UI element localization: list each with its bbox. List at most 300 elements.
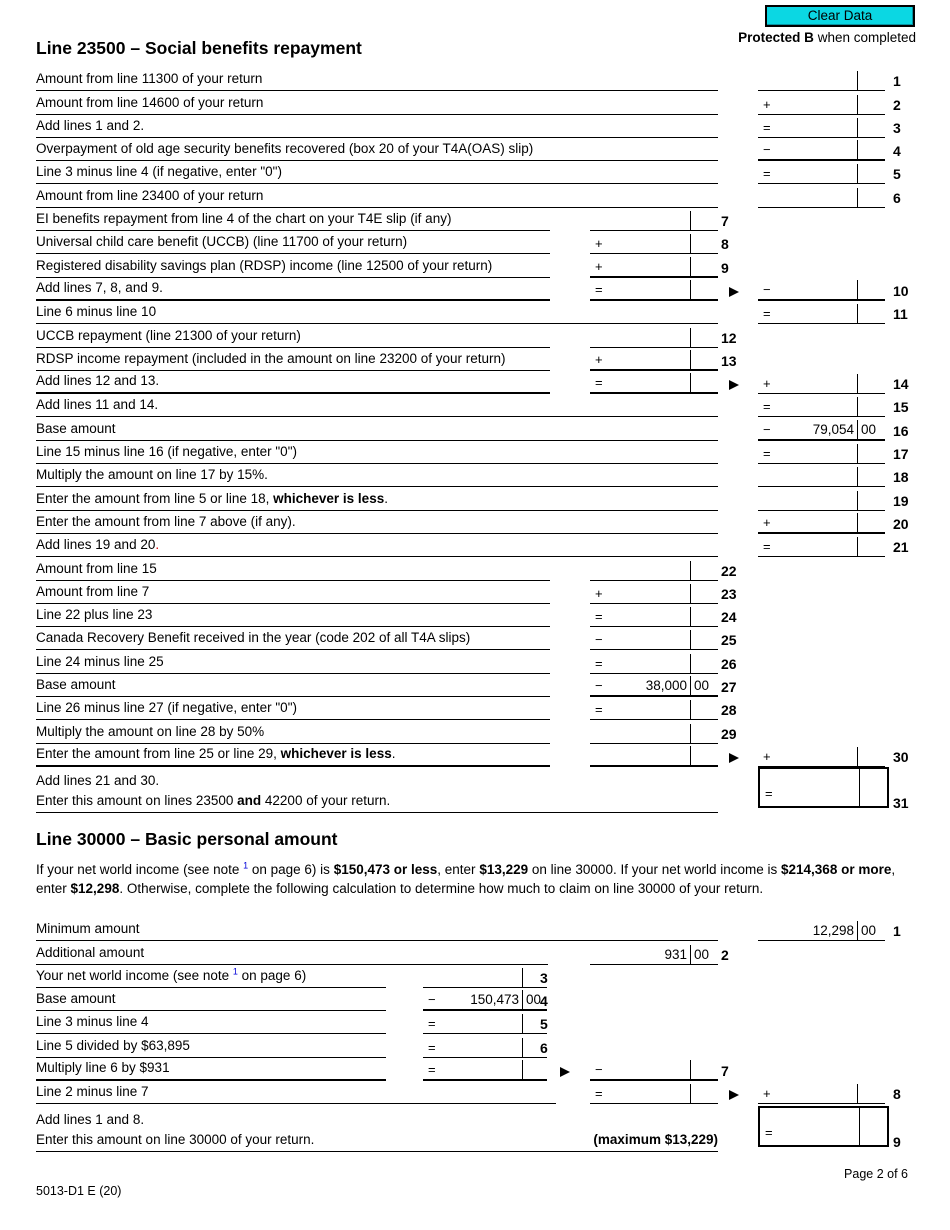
cents-divider	[857, 420, 858, 439]
amount-cents: 00	[861, 421, 877, 437]
amount-field[interactable]	[590, 652, 718, 674]
row-label-text	[36, 327, 550, 347]
operator: =	[763, 539, 771, 555]
cents-divider	[857, 537, 858, 556]
amount-field[interactable]	[758, 511, 885, 534]
text-segment: Enter this amount on line 30000 of your return.	[36, 1132, 315, 1148]
amount-field[interactable]	[590, 722, 718, 744]
row-label-text	[36, 70, 718, 90]
amount-field[interactable]	[590, 1058, 718, 1081]
calc-row	[0, 511, 950, 534]
amount-field[interactable]	[590, 209, 718, 231]
line-number: 8	[893, 1086, 901, 1103]
text-segment: Line 3 minus line 4 (if negative, enter "0")	[36, 164, 282, 180]
cents-divider	[857, 397, 858, 416]
calc-row	[0, 254, 950, 277]
text-segment: Add lines 7, 8, and 9.	[36, 279, 163, 295]
calc-row	[0, 1011, 950, 1034]
calc-row	[0, 1104, 950, 1152]
amount-field[interactable]	[590, 628, 718, 650]
calc-row	[0, 91, 950, 114]
row-label	[36, 420, 718, 441]
amount-field[interactable]	[758, 162, 885, 184]
row-label-text	[36, 990, 386, 1010]
calc-row	[0, 348, 950, 371]
row-label-text	[36, 699, 550, 719]
line-number: 31	[893, 794, 909, 811]
row-label	[36, 990, 386, 1011]
text-segment: Amount from line 15	[36, 560, 157, 576]
amount-field[interactable]	[758, 278, 885, 301]
calc-row	[0, 441, 950, 464]
line-number: 17	[893, 446, 909, 463]
text-segment: $150,473 or less	[333, 862, 438, 877]
amount-field[interactable]	[758, 919, 885, 941]
text-segment: whichever is less	[280, 745, 392, 761]
operator: =	[763, 306, 771, 322]
operator: =	[595, 281, 603, 297]
cents-divider	[690, 257, 691, 276]
calc-row	[0, 68, 950, 91]
row-label-text	[36, 233, 550, 253]
row-label	[36, 745, 550, 767]
line-number: 3	[893, 119, 901, 136]
text-segment: $13,229	[479, 862, 529, 877]
amount-field[interactable]	[423, 966, 547, 988]
amount-cents: 00	[861, 923, 877, 939]
text-segment: Enter the amount from line 5 or line 18,	[36, 490, 274, 506]
row-label	[36, 513, 718, 534]
cents-divider	[690, 561, 691, 580]
carry-arrow-icon	[729, 287, 739, 297]
cents-divider	[690, 234, 691, 253]
calc-row	[0, 674, 950, 697]
text-segment: Amount from line 7	[36, 583, 150, 599]
amount-field[interactable]	[758, 93, 885, 115]
cents-divider	[522, 1014, 523, 1033]
amount-field[interactable]	[423, 1036, 547, 1058]
text-segment: and	[237, 792, 262, 808]
line-number: 12	[721, 329, 737, 346]
cents-divider	[690, 1084, 691, 1103]
cents-divider	[857, 491, 858, 510]
cents-divider	[690, 676, 691, 695]
cents-divider	[690, 328, 691, 347]
row-label-text	[36, 772, 718, 792]
text-segment: Line 3 minus line 4	[36, 1014, 149, 1030]
amount-field[interactable]	[590, 674, 718, 697]
text-segment: Add lines 11 and 14.	[36, 397, 159, 413]
text-segment: Minimum amount	[36, 921, 140, 937]
line-number: 23	[721, 585, 737, 602]
cents-divider	[690, 373, 691, 392]
protected-b-rest: when completed	[813, 30, 916, 45]
operator: −	[595, 1062, 603, 1078]
text-segment: Add lines 12 and 13.	[36, 373, 160, 389]
section-line-30000-intro	[36, 860, 918, 898]
row-label	[36, 583, 550, 604]
amount-dollars: 38,000	[645, 678, 687, 694]
line-number: 8	[721, 236, 729, 253]
row-label	[36, 1013, 386, 1034]
calc-row	[0, 115, 950, 138]
amount-field[interactable]	[758, 489, 885, 511]
amount-field[interactable]	[758, 442, 885, 464]
calc-row	[0, 581, 950, 604]
amount-field[interactable]	[590, 582, 718, 604]
cents-divider	[690, 724, 691, 743]
row-label	[36, 279, 550, 301]
row-label	[36, 372, 550, 394]
cents-divider	[857, 95, 858, 114]
text-segment: $12,298	[70, 881, 120, 896]
text-segment: Enter the amount from line 25 or line 29,	[36, 745, 281, 761]
line-number: 5	[540, 1016, 548, 1033]
text-segment: .	[391, 745, 396, 761]
calc-row	[0, 918, 950, 941]
row-label	[36, 187, 718, 208]
calc-row	[0, 767, 950, 813]
text-segment: on page 6) is	[248, 862, 334, 877]
text-segment: Line 24 minus line 25	[36, 653, 164, 669]
text-segment: Amount from line 23400 of your return	[36, 187, 264, 203]
amount-field[interactable]	[758, 372, 885, 394]
calc-row	[0, 534, 950, 557]
operator: =	[595, 375, 603, 391]
line-number: 9	[893, 1134, 901, 1151]
operator: +	[595, 585, 603, 601]
row-label-text	[36, 583, 550, 603]
row-label	[36, 70, 718, 91]
row-label	[36, 490, 718, 511]
amount-field[interactable]	[590, 278, 718, 301]
section-title-line-30000: Line 30000 – Basic personal amount	[36, 829, 338, 849]
amount-field[interactable]	[758, 69, 885, 91]
note-reference[interactable]: 1	[232, 966, 238, 977]
amount-cents: 00	[694, 946, 710, 962]
amount-field[interactable]	[590, 1082, 718, 1104]
amount-field[interactable]	[423, 1058, 547, 1081]
row-label-text	[36, 94, 718, 114]
text-segment: Line 15 minus line 16 (if negative, enter "0")	[36, 444, 297, 460]
carry-arrow-icon	[729, 1090, 739, 1100]
line-number: 9	[721, 259, 729, 276]
text-segment: .	[384, 490, 388, 506]
calc-row	[0, 464, 950, 487]
row-label	[36, 629, 550, 650]
operator: =	[595, 655, 603, 671]
text-segment: Line 22 plus line 23	[36, 607, 153, 623]
row-label-text	[36, 1111, 718, 1131]
row-label-text	[36, 466, 718, 486]
text-segment: , enter	[437, 862, 480, 877]
amount-field[interactable]	[590, 371, 718, 394]
result-box-field[interactable]	[758, 1106, 889, 1147]
line-number: 1	[893, 73, 901, 90]
line-number: 5	[893, 166, 901, 183]
text-segment: on line 30000. If your net world income is	[528, 862, 782, 877]
text-segment: . Otherwise, complete the following calculation to determine how much to claim on line 30000 of your return.	[119, 881, 764, 896]
cents-divider	[522, 968, 523, 987]
line-number: 15	[893, 399, 909, 416]
carry-arrow-icon	[729, 753, 739, 763]
line-number: 7	[721, 213, 729, 230]
text-segment: Additional amount	[36, 944, 145, 960]
text-segment: EI benefits repayment from line 4 of the chart on your T4E slip (if any)	[36, 211, 452, 227]
amount-field[interactable]	[758, 418, 885, 441]
calc-row	[0, 394, 950, 417]
line-number: 4	[540, 993, 548, 1010]
line-number: 21	[893, 539, 909, 556]
operator: −	[763, 421, 771, 437]
calc-row	[0, 417, 950, 440]
text-segment: $214,368 or more	[781, 862, 892, 877]
carry-arrow-icon	[729, 380, 739, 390]
cents-divider	[857, 280, 858, 299]
operator: +	[763, 96, 771, 112]
line-number: 4	[893, 143, 901, 160]
amount-field[interactable]	[590, 943, 718, 965]
operator: +	[763, 376, 771, 392]
cents-divider	[857, 921, 858, 940]
text-segment: .	[155, 537, 160, 553]
calc-row	[0, 371, 950, 394]
operator: =	[763, 446, 771, 462]
row-label-text	[36, 117, 718, 137]
text-segment: Your net world income (see note	[36, 967, 233, 983]
clear-data-button[interactable]: Clear Data	[765, 5, 915, 27]
row-label-text	[36, 676, 550, 696]
text-segment: Add lines 1 and 8.	[36, 1112, 145, 1128]
text-segment: whichever is less	[273, 490, 385, 506]
amount-field[interactable]	[590, 744, 718, 767]
cents-divider	[690, 654, 691, 673]
operator: +	[595, 351, 603, 367]
amount-cents: 00	[526, 992, 542, 1008]
amount-field[interactable]	[423, 1012, 547, 1034]
amount-field[interactable]	[758, 395, 885, 417]
operator: =	[595, 1086, 603, 1102]
cents-divider	[522, 990, 523, 1009]
row-label	[36, 140, 718, 161]
cents-divider	[857, 164, 858, 183]
row-label	[36, 257, 550, 278]
cents-divider	[857, 71, 858, 90]
row-label	[36, 676, 550, 697]
operator: −	[763, 281, 771, 297]
line-number: 16	[893, 422, 909, 439]
calc-row	[0, 1081, 950, 1104]
row-label-text	[36, 536, 718, 556]
line-number: 1	[893, 923, 901, 940]
row-label	[36, 94, 718, 115]
note-reference[interactable]: 1	[243, 860, 249, 871]
amount-field[interactable]	[758, 535, 885, 557]
protected-b-label	[738, 30, 916, 45]
amount-field[interactable]	[590, 348, 718, 371]
calc-row	[0, 697, 950, 720]
row-label-text	[36, 420, 718, 440]
line-number: 24	[721, 609, 737, 626]
cents-divider	[857, 374, 858, 393]
amount-field[interactable]	[758, 138, 885, 161]
amount-field[interactable]	[423, 988, 547, 1011]
result-box-field[interactable]	[758, 767, 889, 808]
text-segment: RDSP income repayment (included in the amount on line 23200 of your return)	[36, 350, 506, 366]
cents-divider	[857, 467, 858, 486]
operator: +	[763, 1086, 771, 1102]
amount-field[interactable]	[758, 302, 885, 324]
text-segment: , enter	[36, 862, 896, 896]
operator: +	[595, 258, 603, 274]
operator: +	[763, 514, 771, 530]
row-label	[36, 723, 550, 744]
row-label	[36, 443, 718, 464]
amount-dollars: 12,298	[812, 923, 854, 939]
row-label-text	[36, 490, 718, 510]
row-label-text	[36, 1037, 386, 1057]
cents-divider	[690, 350, 691, 369]
cents-divider	[690, 945, 691, 964]
row-label-text	[36, 653, 550, 673]
row-label-text	[36, 372, 550, 392]
cents-divider	[522, 1038, 523, 1057]
row-label-text	[36, 257, 550, 277]
line-number: 2	[893, 96, 901, 113]
text-segment: Enter this amount on lines 23500	[36, 792, 238, 808]
row-label-text	[36, 723, 550, 743]
text-segment: UCCB repayment (line 21300 of your return)	[36, 327, 301, 343]
amount-field[interactable]	[590, 698, 718, 720]
amount-dollars: 79,054	[812, 421, 854, 437]
cents-divider	[857, 140, 858, 159]
page-number: Page 2 of 6	[844, 1167, 908, 1181]
operator: =	[765, 785, 773, 801]
cents-divider	[690, 584, 691, 603]
row-label-text	[36, 944, 548, 964]
operator: =	[595, 702, 603, 718]
cents-divider	[857, 304, 858, 323]
amount-field[interactable]	[758, 745, 885, 767]
calc-row	[0, 324, 950, 347]
text-segment: Registered disability savings plan (RDSP) income (line 12500 of your return)	[36, 257, 493, 273]
row-label	[36, 233, 550, 254]
section-line-30000-rows	[0, 918, 950, 1152]
calc-row	[0, 301, 950, 324]
amount-field[interactable]	[590, 255, 718, 278]
line-number: 13	[721, 352, 737, 369]
text-segment: Base amount	[36, 991, 116, 1007]
calc-row	[0, 278, 950, 301]
cents-divider	[857, 444, 858, 463]
calc-row	[0, 161, 950, 184]
amount-field[interactable]	[590, 326, 718, 348]
line-number: 30	[893, 748, 909, 765]
line-number: 7	[721, 1063, 729, 1080]
amount-field[interactable]	[758, 1082, 885, 1104]
calc-row	[0, 604, 950, 627]
section-title-line-23500: Line 23500 – Social benefits repayment	[36, 38, 362, 58]
form-code: 5013-D1 E (20)	[36, 1184, 122, 1198]
amount-field[interactable]	[590, 559, 718, 581]
operator: =	[428, 1016, 436, 1032]
line-number: 26	[721, 655, 737, 672]
row-label-text	[36, 163, 718, 183]
row-label-text	[36, 350, 550, 370]
cents-divider	[690, 746, 691, 765]
calc-row	[0, 941, 950, 964]
line-number: 27	[721, 679, 737, 696]
text-segment: Line 2 minus line 7	[36, 1084, 149, 1100]
amount-field[interactable]	[758, 465, 885, 487]
operator: =	[428, 1062, 436, 1078]
calc-row	[0, 744, 950, 767]
line-number: 14	[893, 376, 909, 393]
amount-field[interactable]	[758, 186, 885, 208]
line-number: 18	[893, 469, 909, 486]
operator: −	[428, 992, 436, 1008]
line-number: 19	[893, 492, 909, 509]
text-segment: 42200 of your return.	[261, 792, 391, 808]
calc-row	[0, 208, 950, 231]
text-segment: Multiply the amount on line 17 by 15%.	[36, 467, 268, 483]
calc-row	[0, 184, 950, 207]
amount-field[interactable]	[590, 232, 718, 254]
row-label	[36, 606, 550, 627]
cents-divider	[690, 630, 691, 649]
row-label	[36, 327, 550, 348]
calc-row	[0, 627, 950, 650]
line-number: 6	[893, 189, 901, 206]
text-segment: If your net world income (see note	[36, 862, 244, 877]
row-label	[36, 772, 718, 813]
row-label-text	[36, 210, 550, 230]
cents-divider	[859, 1108, 860, 1145]
line-number: 11	[893, 306, 908, 323]
operator: =	[765, 1125, 773, 1141]
amount-field[interactable]	[590, 605, 718, 627]
text-segment: Base amount	[36, 677, 116, 693]
text-segment: Multiply line 6 by $931	[36, 1060, 170, 1076]
cents-divider	[857, 188, 858, 207]
operator: =	[763, 399, 771, 415]
row-label-text	[36, 629, 550, 649]
line-number: 6	[540, 1039, 548, 1056]
row-label	[36, 560, 550, 581]
text-segment: Overpayment of old age security benefits recovered (box 20 of your T4A(OAS) slip)	[36, 141, 534, 157]
line-number: 29	[721, 725, 737, 742]
cents-divider	[522, 1060, 523, 1079]
row-label	[36, 303, 718, 324]
row-label-text	[36, 279, 550, 299]
amount-field[interactable]	[758, 116, 885, 138]
text-segment: Line 5 divided by $63,895	[36, 1037, 190, 1053]
text-segment: on page 6)	[237, 967, 307, 983]
line-number: 25	[721, 632, 737, 649]
text-segment: Line 6 minus line 10	[36, 304, 157, 320]
operator: =	[595, 609, 603, 625]
section-line-23500-rows	[0, 68, 950, 813]
line-number: 2	[721, 946, 729, 963]
cents-divider	[857, 747, 858, 766]
cents-divider	[857, 513, 858, 532]
calc-row	[0, 650, 950, 673]
text-segment: Amount from line 14600 of your return	[36, 94, 264, 110]
cents-divider	[690, 280, 691, 299]
operator: −	[595, 678, 603, 694]
row-label-text	[36, 920, 718, 940]
amount-cents: 00	[694, 678, 710, 694]
